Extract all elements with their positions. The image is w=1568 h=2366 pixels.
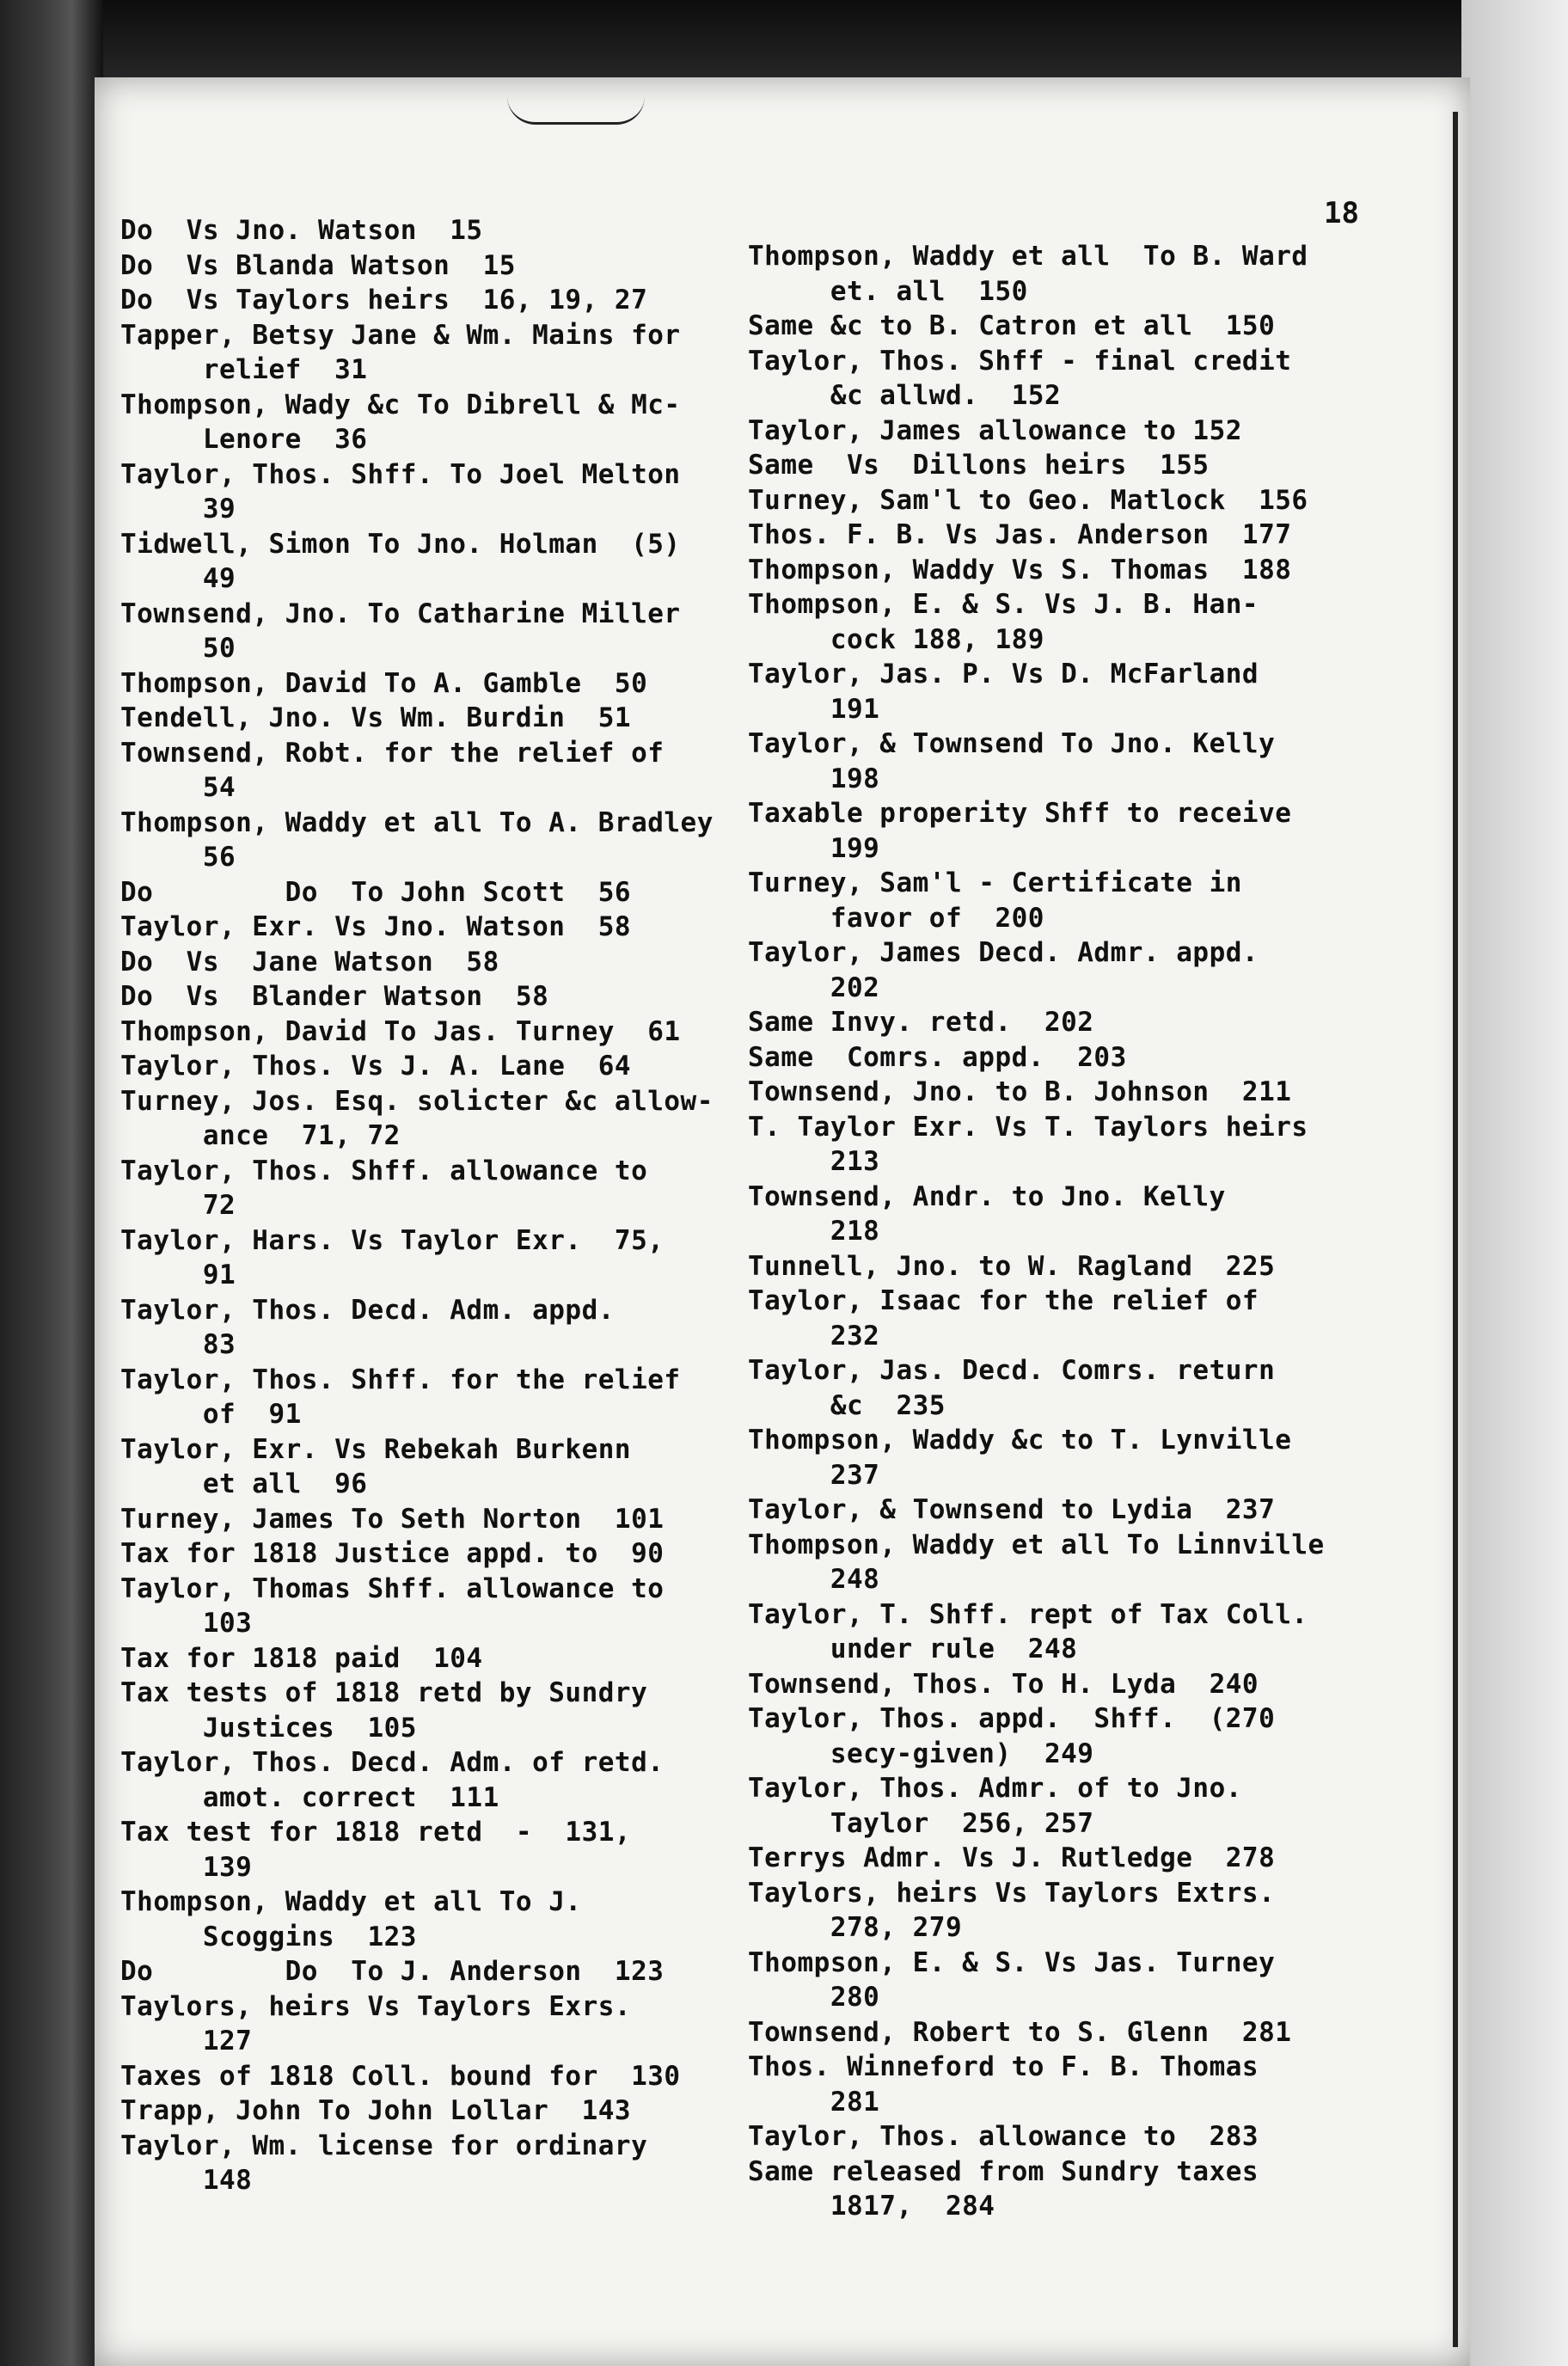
index-entry-line: Thompson, Waddy et all To B. Ward [748,241,1308,272]
index-entry-line: Taylor, James Decd. Admr. appd. [748,937,1259,968]
index-entry-line: Taylor, Thos. allowance to 283 [748,2121,1259,2152]
index-entry-line: Tax tests of 1818 retd by Sundry [120,1677,648,1708]
index-entry-line: 39 [120,493,236,524]
index-entry [120,283,722,318]
index-entry-line: 54 [120,772,236,803]
index-entry-line: Justices 105 [120,1712,417,1744]
index-entry-line: Taylor, Thos. Admr. of to Jno. [748,1773,1242,1804]
index-entry-line: Taylor, & Townsend To Jno. Kelly [748,728,1276,759]
index-entry [748,1110,1332,1180]
index-entry [748,587,1332,657]
index-entry [748,1075,1332,1110]
film-frame-right [1461,0,1568,2366]
index-entry-line: 103 [120,1608,253,1639]
index-entry [120,1572,722,1641]
index-entry [120,457,722,527]
index-entry [748,483,1332,518]
index-entry-line: 49 [120,563,236,594]
index-entry-line: Taylors, heirs Vs Taylors Exrs. [120,1990,632,2022]
index-entry-line: Taylor, Thos. Decd. Adm. of retd. [120,1747,665,1778]
index-entry [120,1745,722,1815]
index-entry-line: Thompson, Waddy et all To A. Bradley [120,806,714,838]
index-entry-line: et all 96 [120,1468,368,1499]
index-entry-line: Thos. F. B. Vs Jas. Anderson 177 [748,519,1292,550]
film-frame-left [0,0,103,2366]
index-column-left [120,213,722,2198]
index-entry [748,657,1332,726]
index-entry [120,1154,722,1223]
index-entry [120,806,722,875]
index-entry [120,2129,722,2198]
index-entry-line: Tapper, Betsy Jane & Wm. Mains for [120,319,681,351]
index-entry-line: 248 [748,1564,880,1595]
index-entry-line: Taxable properity Shff to receive [748,798,1292,829]
index-entry [120,213,722,248]
index-entry-line: Taylor, Wm. license for ordinary [120,2130,648,2161]
index-entry-line: Thompson, David To Jas. Turney 61 [120,1015,681,1047]
index-entry-line: Thompson, Wady &c To Dibrell & Mc- [120,389,681,420]
index-entry-line: Taylor, Thos. Shff. To Joel Melton [120,458,681,490]
index-entry [748,726,1332,796]
index-entry [748,1005,1332,1040]
index-entry [748,414,1332,449]
index-entry-line: Thompson, Waddy Vs S. Thomas 188 [748,554,1292,585]
index-entry [748,2050,1332,2119]
index-entry [748,1249,1332,1284]
index-entry [120,701,722,736]
index-entry [748,1528,1332,1597]
index-entry-line: Townsend, Thos. To H. Lyda 240 [748,1668,1259,1700]
index-entry-line: Tax for 1818 paid 104 [120,1642,483,1674]
index-entry [748,796,1332,866]
index-entry-line: favor of 200 [748,902,1044,934]
index-entry-line: Lenore 36 [120,424,368,455]
index-entry-line: Thompson, E. & S. Vs J. B. Han- [748,589,1259,620]
index-entry-line: Taylor, Exr. Vs Jno. Watson 58 [120,911,632,942]
index-entry-line: Trapp, John To John Lollar 143 [120,2095,632,2126]
index-entry-line: 198 [748,763,880,794]
index-entry [120,1502,722,1537]
index-entry [748,344,1332,414]
index-entry-line: of 91 [120,1399,302,1430]
page-edge-line [1453,112,1458,2347]
index-entry [748,1841,1332,1876]
index-entry-line: 199 [748,832,880,864]
index-entry-line: secy-given) 249 [748,1738,1094,1769]
index-entry [120,1954,722,1989]
index-entry [748,1040,1332,1076]
index-entry-line: Turney, Jos. Esq. solicter &c allow- [120,1085,714,1117]
index-entry-line: et. all 150 [748,275,1028,307]
index-entry-line: Thompson, Waddy et all To J. [120,1886,582,1917]
index-entry [748,1876,1332,1946]
index-entry-line: Taylor, Thomas Shff. allowance to [120,1572,665,1604]
index-entry-line: Tax for 1818 Justice appd. to 90 [120,1538,665,1569]
index-entry-line: Taylor, Thos. Decd. Adm. appd. [120,1294,615,1326]
index-entry-line: Taylor, T. Shff. rept of Tax Coll. [748,1598,1308,1630]
index-entry [748,239,1332,309]
index-entry [120,979,722,1014]
index-entry [120,1676,722,1745]
index-entry-line: Turney, Sam'l - Certificate in [748,867,1242,898]
index-entry-line: Tunnell, Jno. to W. Ragland 225 [748,1250,1276,1282]
index-entry-line: Tax test for 1818 retd - 131, [120,1817,632,1848]
index-entry [120,1049,722,1084]
index-entry [120,2093,722,2129]
index-entry-line: Townsend, Jno. To Catharine Miller [120,598,681,629]
index-entry [748,1284,1332,1353]
index-entry [120,1363,722,1432]
index-entry-line: Same Invy. retd. 202 [748,1007,1094,1038]
index-entry-line: Turney, Sam'l to Geo. Matlock 156 [748,484,1308,516]
index-entry [120,1223,722,1293]
index-entry-line: Scoggins 123 [120,1921,417,1952]
index-entry-line: Townsend, Robert to S. Glenn 281 [748,2016,1292,2048]
index-entry-line: Taylor, Jas. P. Vs D. McFarland [748,659,1259,690]
index-entry-line: Taylor, Thos. Vs J. A. Lane 64 [120,1051,632,1082]
index-entry-line: ance 71, 72 [120,1120,401,1151]
index-entry-line: Taxes of 1818 Coll. bound for 130 [120,2060,681,2092]
index-entry-line: Taylor, Thos. appd. Shff. (270 [748,1703,1276,1734]
index-entry [120,1084,722,1154]
index-entry-line: 1817, 284 [748,2191,995,2222]
index-entry-line: Terrys Admr. Vs J. Rutledge 278 [748,1842,1276,1873]
index-entry-line: Turney, James To Seth Norton 101 [120,1503,665,1535]
index-entry [748,2119,1332,2155]
index-entry [120,1989,722,2059]
index-entry [120,910,722,945]
index-entry-line: Same Vs Dillons heirs 155 [748,450,1210,481]
index-entry-line: Taylor 256, 257 [748,1807,1094,1839]
index-entry-line: 280 [748,1982,880,2013]
index-entry [748,1701,1332,1771]
index-entry-line: Do Vs Blander Watson 58 [120,981,549,1012]
index-entry-line: Do Vs Taylors heirs 16, 19, 27 [120,285,648,316]
index-entry-line: Do Vs Jane Watson 58 [120,946,499,978]
index-entry-line: Do Vs Blanda Watson 15 [120,249,516,281]
index-entry-line: Townsend, Robt. for the relief of [120,737,665,769]
index-entry-line: 237 [748,1459,880,1491]
index-entry [748,1353,1332,1423]
index-entry-line: 202 [748,972,880,1003]
index-entry-line: Same released from Sundry taxes [748,2155,1259,2187]
index-entry-line: Thompson, David To A. Gamble 50 [120,667,648,699]
index-entry-line: Do Vs Jno. Watson 15 [120,215,483,246]
index-entry-line: Do Do To John Scott 56 [120,876,632,908]
index-entry [748,518,1332,553]
index-entry-line: Townsend, Andr. to Jno. Kelly [748,1180,1226,1212]
page-curl-mark [507,96,645,125]
index-entry-line: cock 188, 189 [748,623,1044,655]
index-entry [120,875,722,910]
index-entry-line: 191 [748,693,880,725]
index-entry-line: Taylor, Jas. Decd. Comrs. return [748,1355,1276,1386]
index-entry-line: 91 [120,1260,236,1290]
index-entry [120,1014,722,1050]
index-entry-line: 278, 279 [748,1912,963,1943]
index-entry [748,1597,1332,1667]
index-entry-line: T. Taylor Exr. Vs T. Taylors heirs [748,1111,1308,1143]
index-entry-line: 139 [120,1851,253,1883]
index-entry [748,309,1332,344]
index-entry [120,736,722,806]
index-entry-line: Same Comrs. appd. 203 [748,1041,1127,1073]
index-entry-line: 50 [120,633,236,664]
index-entry [748,1180,1332,1249]
index-entry-line: 56 [120,842,236,873]
index-entry [748,2155,1332,2224]
index-entry-line: Taylors, heirs Vs Taylors Extrs. [748,1877,1276,1909]
index-entry [748,1667,1332,1702]
index-entry-line: &c 235 [748,1389,946,1421]
index-entry [120,2059,722,2094]
index-entry [120,666,722,702]
index-entry-line: 281 [748,2086,880,2118]
index-entry [748,1946,1332,2015]
index-entry-line: Taylor, Thos. Shff. allowance to [120,1155,648,1186]
index-entry-line: Taylor, & Townsend to Lydia 237 [748,1494,1276,1525]
index-entry-line: Taylor, Thos. Shff. for the relief [120,1364,681,1395]
index-entry [748,1771,1332,1841]
index-entry [120,597,722,666]
index-entry [120,1885,722,1954]
index-entry-line: amot. correct 111 [120,1781,499,1813]
index-entry [120,527,722,597]
index-entry [748,448,1332,483]
index-entry-line: Taylor, Exr. Vs Rebekah Burkenn [120,1433,632,1465]
index-entry [748,935,1332,1005]
page-number: 18 [1324,196,1359,230]
index-entry-line: Thompson, Waddy et all To Linnville [748,1529,1325,1560]
index-entry-line: under rule 248 [748,1634,1078,1664]
index-entry [120,945,722,980]
index-entry [120,1536,722,1572]
index-entry-line: Taylor, James allowance to 152 [748,414,1242,446]
index-entry [120,248,722,284]
index-entry-line: Thompson, E. & S. Vs Jas. Turney [748,1946,1276,1978]
index-entry-line: &c allwd. 152 [748,380,1062,411]
index-entry [748,866,1332,935]
index-column-right [748,239,1332,2224]
index-entry-line: 127 [120,2026,253,2056]
index-entry [748,1423,1332,1493]
index-entry-line: 72 [120,1190,236,1221]
index-entry-line: Thos. Winneford to F. B. Thomas [748,2051,1259,2082]
index-entry [748,553,1332,588]
index-entry-line: Taylor, Isaac for the relief of [748,1285,1259,1316]
index-entry-line: Do Do To J. Anderson 123 [120,1956,665,1987]
index-entry-line: Townsend, Jno. to B. Johnson 211 [748,1076,1292,1107]
index-entry-line: 148 [120,2165,253,2196]
index-entry-line: Tendell, Jno. Vs Wm. Burdin 51 [120,702,632,733]
index-entry-line: 213 [748,1146,880,1177]
index-entry-line: Same &c to B. Catron et all 150 [748,310,1276,341]
index-entry-line: 83 [120,1329,236,1360]
index-entry-line: 232 [748,1320,880,1352]
index-entry [120,1641,722,1676]
index-entry-line: Taylor, Thos. Shff - final credit [748,345,1292,377]
index-entry [120,388,722,457]
index-entry [120,1432,722,1502]
index-entry [120,318,722,388]
index-entry-line: Tidwell, Simon To Jno. Holman (5) [120,528,681,560]
index-entry [120,1293,722,1363]
index-entry-line: Thompson, Waddy &c to T. Lynville [748,1425,1292,1456]
index-entry [748,2015,1332,2050]
index-entry [120,1815,722,1885]
index-entry [748,1493,1332,1528]
index-entry-line: Taylor, Hars. Vs Taylor Exr. 75, [120,1224,665,1256]
index-entry-line: 218 [748,1216,880,1247]
index-entry-line: relief 31 [120,354,368,385]
